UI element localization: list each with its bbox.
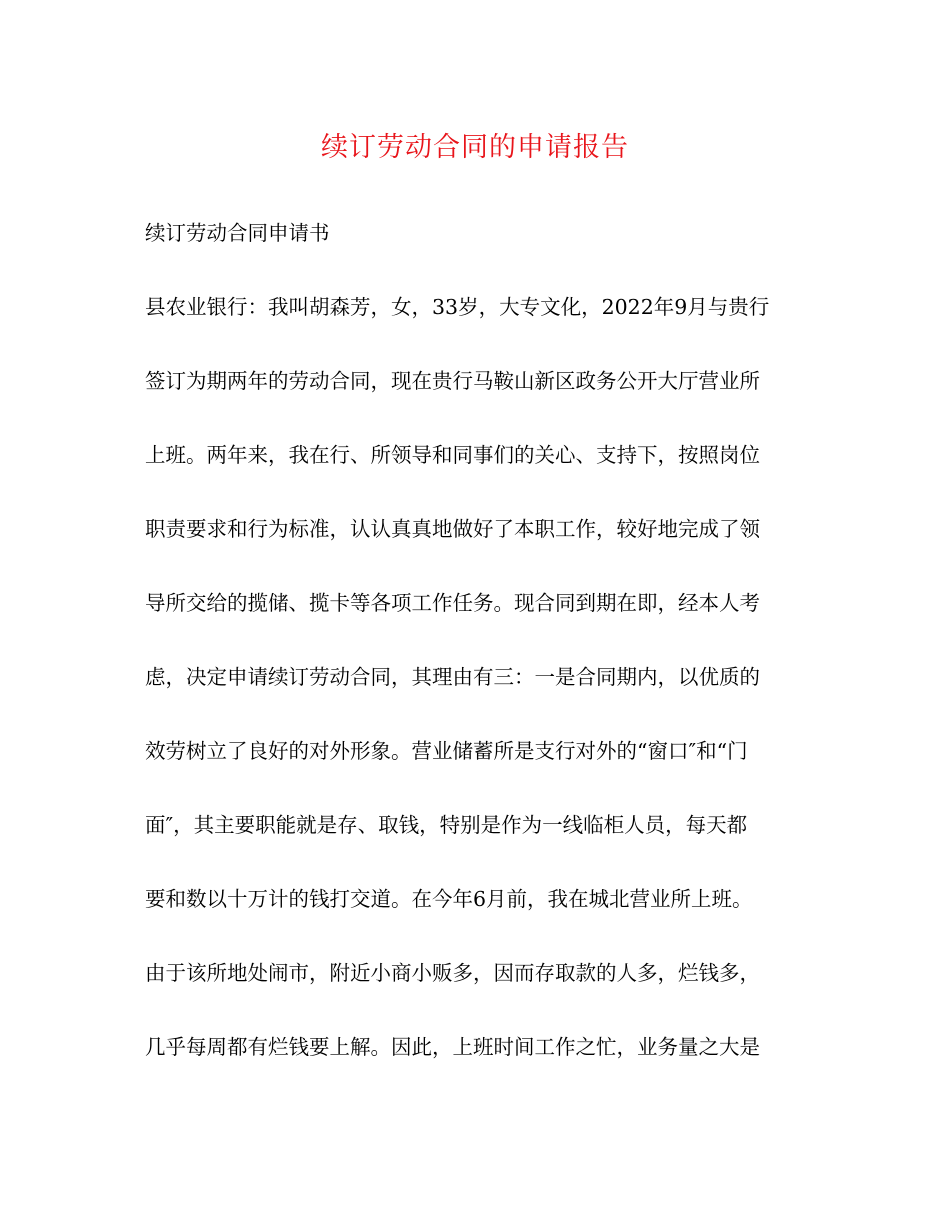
body-line-5: 导所交给的揽储、揽卡等各项工作任务。现合同到期在即，经本人考: [145, 591, 760, 615]
body-line-7: 效劳树立了良好的对外形象。营业储蓄所是支行对外的“窗口″和“门: [145, 739, 748, 763]
document-title: 续订劳动合同的申请报告: [321, 132, 629, 163]
body-line-2: 签订为期两年的劳动合同，现在贵行马鞍山新区政务公开大厅营业所: [145, 369, 760, 393]
body-line-11: 几乎每周都有烂钱要上解。因此，上班时间工作之忙，业务量之大是: [145, 1035, 760, 1059]
body-line-9: 要和数以十万计的钱打交道。在今年6月前，我在城北营业所上班。: [145, 887, 753, 911]
body-line-10: 由于该所地处闹市，附近小商小贩多，因而存取款的人多，烂钱多，: [145, 961, 760, 985]
body-line-4: 职责要求和行为标准，认认真真地做好了本职工作，较好地完成了领: [145, 517, 760, 541]
body-line-6: 虑，决定申请续订劳动合同，其理由有三：一是合同期内，以优质的: [145, 665, 760, 689]
body-line-8: 面″，其主要职能就是存、取钱，特别是作为一线临柜人员，每天都: [145, 813, 748, 837]
body-line-3: 上班。两年来，我在行、所领导和同事们的关心、支持下，按照岗位: [145, 443, 760, 467]
body-line-1: 县农业银行：我叫胡森芳，女，33岁，大专文化，2022年9月与贵行: [145, 295, 770, 319]
document-subtitle: 续订劳动合同申请书: [145, 221, 330, 245]
